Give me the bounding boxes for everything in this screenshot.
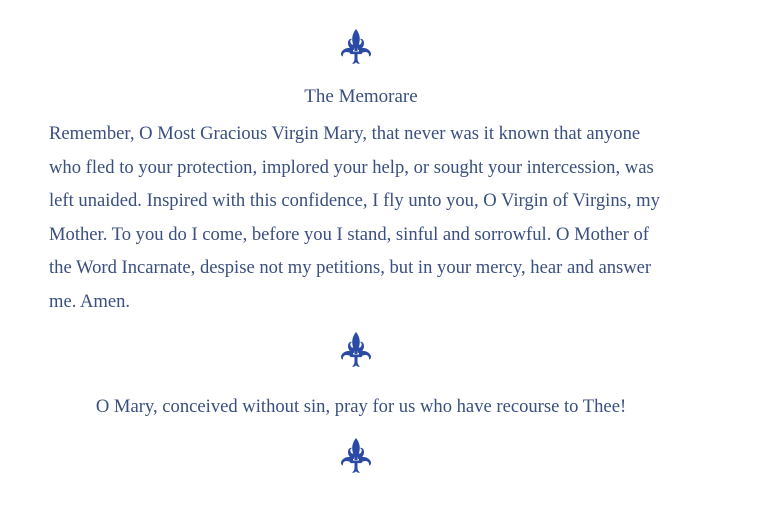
fleur-de-lis-icon-graphic [340, 29, 372, 65]
fleur-de-lis-icon [0, 438, 712, 474]
fleur-de-lis-icon [0, 29, 712, 65]
prayer-title: The Memorare [304, 86, 418, 107]
fleur-de-lis-icon-graphic [340, 438, 372, 474]
prayer-body: Remember, O Most Gracious Virgin Mary, that never was it known that anyone who fled to your protection, implored your help, or sought your intercession, was left unaided. Inspired with this confidence, I fly unto you, O Virgin of Virgins, my Mother. To you do I come, before you I stand, sinful and sorrowful. O Mother of the Word Incarnate, despise not my petitions, but in your mercy, hear and answer me. Amen. [49, 123, 660, 312]
fleur-de-lis-icon-graphic [340, 332, 372, 368]
fleur-de-lis-icon [0, 332, 712, 368]
closing-invocation: O Mary, conceived without sin, pray for us who have recourse to Thee! [95, 396, 627, 417]
